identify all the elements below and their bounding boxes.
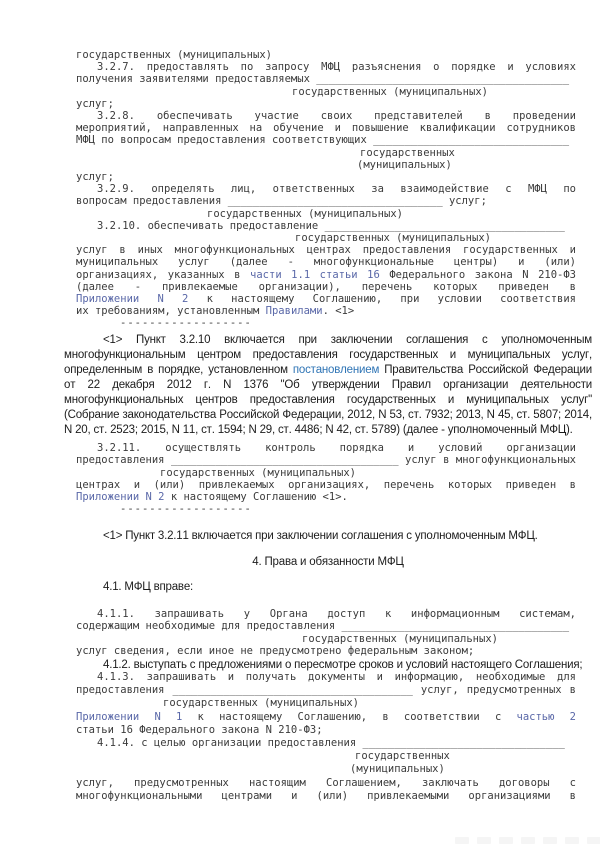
footnote-line: от 22 декабря 2012 г. N 1376 "Об утверждении Правил организации деятельности (64, 379, 592, 391)
text-fragment: . <1> (322, 305, 355, 318)
blank-caption: государственных (355, 750, 450, 763)
clause-4-1-4: 4.1.4. с целью организации предоставления ________________________________ (97, 737, 565, 750)
link-prilozhenie-n1[interactable]: Приложении N 1 (76, 710, 183, 723)
blank-caption: государственных (360, 146, 455, 159)
text-fragment: организациях, указанных в (76, 268, 251, 281)
paragraph-line: статьи 16 Федерального закона N 210-ФЗ; (76, 723, 323, 736)
footnote-line: (Собрание законодательства Российской Федерации, 2012, N 53, ст. 7932; 2013, N 45, ст. 5807; 2014, (64, 409, 592, 421)
paragraph-line: услуг в иных многофункциональных центрах предоставления государственных и (76, 244, 576, 257)
paragraph-line (76, 269, 576, 281)
paragraph-line (76, 293, 576, 305)
link-chast-1-1-stati-16[interactable]: части 1.1 статьи 16 (250, 268, 380, 281)
text-fragment: Правительства Российской Федерации (379, 364, 592, 376)
paragraph-line-with-blank: предоставления ______________________________________ услуг, предусмотренных в (76, 684, 576, 697)
clause-4-1-1: 4.1.1. запрашивать у Органа доступ к информационным системам, (97, 608, 576, 620)
blank-caption: государственных (муниципальных) (302, 632, 498, 645)
clause-4-1-3-block (76, 671, 576, 803)
link-prilozhenie-n2[interactable]: Приложении N 2 (76, 293, 189, 306)
clause-3-2-8: 3.2.8. обеспечивать участие своих представителей в проведении (97, 110, 576, 123)
section-4-heading (64, 555, 592, 570)
blank-caption: государственных (муниципальных) (292, 85, 488, 98)
paragraph-line-with-blank: МФЦ по вопросам предоставления соответствующих _______________________________ (76, 134, 570, 147)
paragraph-line: многофункциональными центрами и (или) привлекаемыми организациями в (76, 789, 576, 802)
link-prilozhenie-n2[interactable]: Приложении N 2 (76, 491, 165, 504)
paragraph-line-with-blank: содержащим необходимые для предоставления ____________________________________ (76, 620, 570, 633)
text-fragment: их требованиям, установленным (76, 305, 266, 318)
blank-caption: (муниципальных) (350, 763, 445, 776)
paragraph-line (76, 491, 576, 503)
link-pravilami[interactable]: Правилами (265, 305, 323, 318)
paragraph-line (76, 305, 576, 317)
blank-caption: государственных (муниципальных) (295, 232, 491, 245)
heading-text: 4. Права и обязанности МФЦ (252, 556, 404, 568)
clause-3-2-10: 3.2.10. обеспечивать предоставление ______________________________________ (97, 219, 565, 232)
clause-3-2-9: 3.2.9. определять лиц, ответственных за взаимодействие с МФЦ по (97, 183, 576, 196)
footnote-line (64, 363, 592, 378)
clause-text: 4.1.2. выступать с предложениями о пересмотре сроков и условий настоящего Соглашения; (103, 659, 583, 671)
link-postanovleniem[interactable]: постановлением (292, 364, 380, 376)
paragraph-line: (далее - привлекаемые организации), перечень которых приведен в (76, 280, 576, 293)
paragraph-line: услуг сведения, если иное не предусмотрено федеральным законом; (76, 645, 475, 658)
text-fragment: Федерального закона N 210-ФЗ (379, 268, 576, 281)
footnote-line: <1> Пункт 3.2.10 включается при заключении соглашения с уполномоченным (103, 334, 592, 346)
blank-caption: государственных (муниципальных) (163, 697, 359, 710)
footnote-separator: ------------------ (120, 503, 252, 516)
footnote-line: <1> Пункт 3.2.11 включается при заключении соглашения с уполномоченным МФЦ. (103, 530, 538, 542)
clause-4-1-3: 4.1.3. запрашивать и получать документы и информацию, необходимые для (97, 671, 576, 683)
blank-caption: государственных (муниципальных) (160, 466, 356, 479)
clause-3-2-11: 3.2.11. осуществлять контроль порядка и условий организации (97, 442, 576, 454)
scan-artifact-dashes (455, 837, 600, 844)
text-fragment: к настоящему Соглашению, при условии соответствия (188, 293, 576, 306)
paragraph-line (76, 711, 576, 724)
footnote-3-2-11 (64, 529, 592, 544)
footnote-3-2-10 (64, 333, 592, 438)
text-fragment: к настоящему Соглашению <1>. (164, 491, 348, 504)
footnote-line: многофункциональных центров предоставления государственных и муниципальных услуг" (64, 394, 592, 406)
paragraph-line-with-blank: получения заявителями предоставляемых ________________________________________ (76, 73, 570, 86)
clause-4-1 (64, 580, 592, 595)
footnote-line: многофункциональным центром предоставления государственных и муниципальных услуг, (64, 349, 592, 361)
clause-3-2-7: 3.2.7. предоставлять по запросу МФЦ разъяснения о порядке и условиях (97, 61, 576, 74)
link-chastyu-2[interactable]: частью 2 (516, 710, 576, 723)
paragraph-line: услуг; (76, 171, 114, 184)
paragraph-line: мероприятий, направленных на обучение и повышение квалификации сотрудников (76, 122, 576, 135)
paragraph-line-with-blank: предоставления ____________________________________ услуг в многофункциональных (76, 454, 576, 467)
paragraph-line-with-blank: вопросам предоставления __________________________________ услуг; (76, 195, 487, 208)
paragraph-line: услуг, предусмотренных настоящим Соглашением, заключать договоры с (76, 776, 576, 789)
clause-text: 4.1. МФЦ вправе: (103, 581, 194, 593)
clause-3-2-11-block (76, 442, 576, 516)
blank-caption: государственных (муниципальных) (207, 207, 403, 220)
blank-caption: (муниципальных) (357, 158, 452, 171)
paragraph-line: государственных (муниципальных) (76, 49, 272, 61)
paragraph-line: услуг; (76, 97, 114, 110)
text-fragment: к настоящему Соглашению, в соответствии с (182, 710, 517, 723)
paragraph-line: муниципальных услуг (далее - многофункциональные центры) и (или) (76, 256, 576, 269)
footnote-line: N 20, ст. 2523; 2015, N 11, ст. 1594; N 29, ст. 4486; N 42, ст. 5789) (далее - уполномоченный МФЦ). (64, 424, 573, 436)
text-fragment: определенным в порядке, установленном (64, 364, 293, 376)
clause-4-1-1-block (76, 608, 576, 658)
footnote-separator: ------------------ (120, 317, 252, 330)
section-3-2-block (76, 49, 576, 330)
paragraph-line: центрах и (или) привлекаемых организациях, перечень которых приведен в (76, 478, 576, 491)
